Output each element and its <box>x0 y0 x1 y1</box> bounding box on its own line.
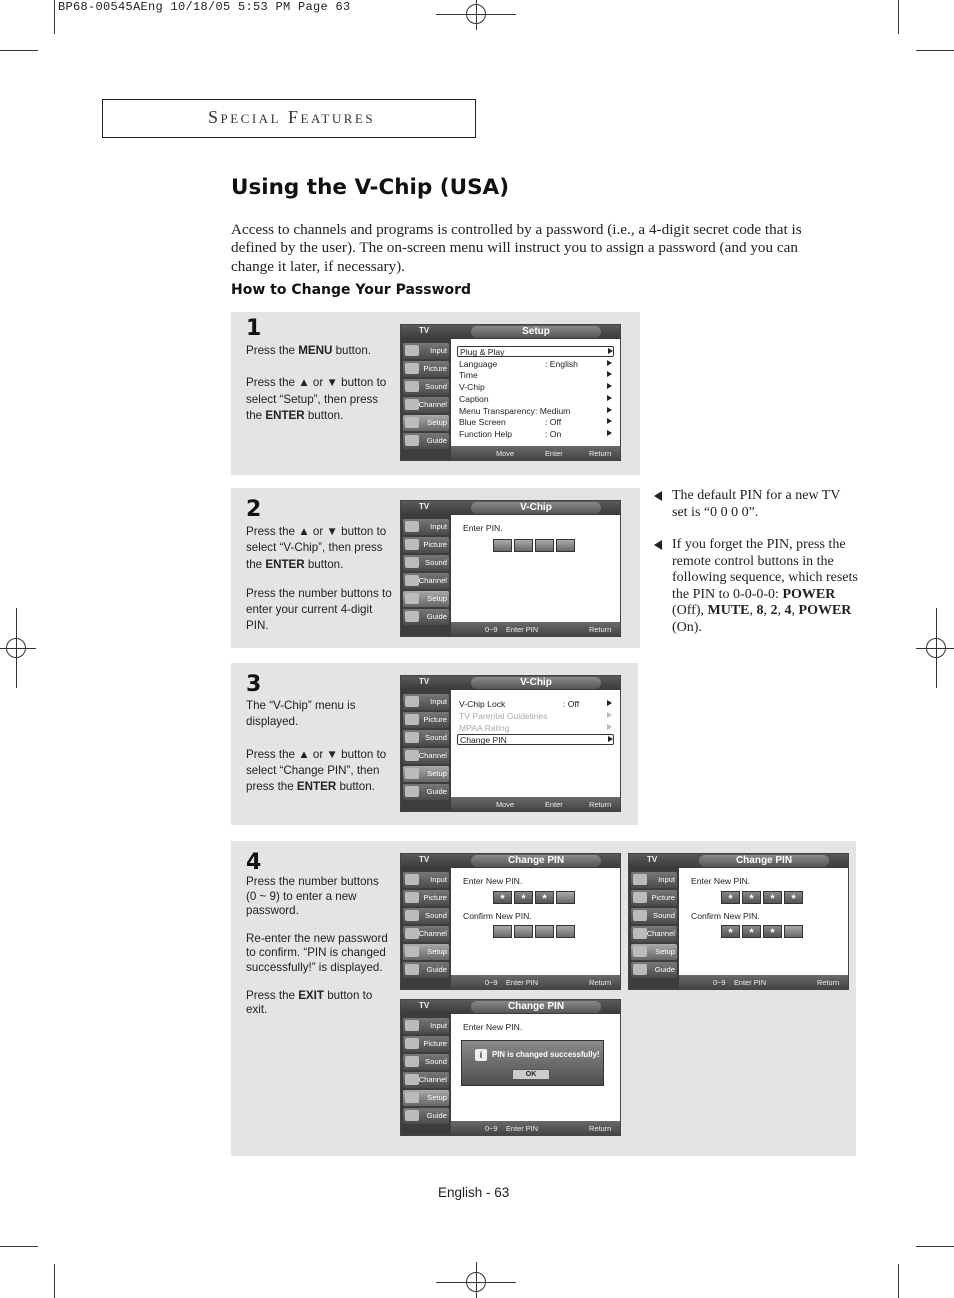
step-3-number: 3 <box>246 672 262 697</box>
crop-mark <box>898 1264 899 1298</box>
pointer-triangle-icon <box>654 491 662 501</box>
step-1-number: 1 <box>246 316 262 341</box>
crop-mark <box>898 0 899 34</box>
tv-screen-vchip-menu: TV V-Chip Input Picture Sound Channel Setup Guide V-Chip Lock : Off TV Parental Guidelines MPAA Rating Change PIN Move Enter Return <box>400 675 621 812</box>
note-forgot-pin: If you forget the PIN, press the remote control buttons in the following sequence, which resets the PIN to 0-0-0-0: POWER (Off), MUTE, 8, 2, 4, POWER (On). <box>654 537 858 636</box>
crop-mark <box>0 50 38 51</box>
crop-mark <box>54 0 55 34</box>
step-4-text: Press the number buttons (0 ~ 9) to enter a new password. Re-enter the new password to confirm. “PIN is changed successfully!” is displayed. Press the EXIT button to exit. <box>246 875 388 1017</box>
tv-screen-vchip-enter-pin: TV V-Chip Input Picture Sound Channel Setup Guide Enter PIN. 0~9 Enter PIN Return <box>400 500 621 637</box>
tv-screen-change-pin-entering: TV Change PIN Input Picture Sound Channel Setup Guide Enter New PIN. * * * Confirm New PIN. 0~9 Enter PIN Return <box>400 853 621 990</box>
ok-button: OK <box>512 1069 550 1080</box>
crop-mark <box>0 1246 38 1247</box>
note-default-pin: The default PIN for a new TV set is “0 0 0 0”. <box>654 488 858 521</box>
step-2-text: Press the ▲ or ▼ button to select “V-Chip”, then press the ENTER button. Press the number buttons to enter your current 4-digit PIN. <box>246 525 392 633</box>
screen-title: Setup <box>471 326 601 338</box>
step-1-text: Press the MENU button. Press the ▲ or ▼ button to select “Setup”, then press the ENTER button. <box>246 344 387 422</box>
crop-mark <box>54 1264 55 1298</box>
page-title: Using the V-Chip (USA) <box>231 175 510 200</box>
step-4-number: 4 <box>246 850 262 875</box>
crop-mark <box>916 50 954 51</box>
info-icon: i <box>475 1049 487 1061</box>
section-title: Special Features <box>208 107 376 127</box>
crop-mark <box>916 1246 954 1247</box>
tv-screen-change-pin-success: TV Change PIN Input Picture Sound Channel Setup Guide Enter New PIN. i PIN is changed successfully! OK 0~9 Enter PIN Return <box>400 999 621 1136</box>
success-dialog: i PIN is changed successfully! OK <box>461 1040 604 1086</box>
page-footer: English - 63 <box>438 1185 510 1200</box>
screen-title: Change PIN <box>471 855 601 867</box>
tv-screen-setup: TV Setup Input Picture Sound Channel Setup Guide Plug & Play Language : English Time V-Chip Caption Menu Transparency: Medium Blue Screen : Off Function Help : On Move Enter Return <box>400 324 621 461</box>
screen-title: V-Chip <box>471 502 601 514</box>
intro-paragraph: Access to channels and programs is controlled by a password (i.e., a 4-digit secret code that is defined by the user). The on-screen menu will instruct you to assign a password (and you can change it later, if necessary). <box>231 221 802 275</box>
screen-title: V-Chip <box>471 677 601 689</box>
tv-screen-change-pin-confirming: TV Change PIN Input Picture Sound Channel Setup Guide Enter New PIN. * * * * Confirm New PIN. * * * 0~9 Enter PIN Return <box>628 853 849 990</box>
pointer-triangle-icon <box>654 540 662 550</box>
step-3-text: The “V-Chip” menu is displayed. Press the ▲ or ▼ button to select “Change PIN”, then press the ENTER button. <box>246 699 387 794</box>
printer-slug: BP68-00545AEng 10/18/05 5:53 PM Page 63 <box>58 0 351 14</box>
step-2-number: 2 <box>246 497 262 522</box>
screen-title: Change PIN <box>471 1001 601 1013</box>
screen-title: Change PIN <box>699 855 829 867</box>
subheading: How to Change Your Password <box>231 282 472 298</box>
